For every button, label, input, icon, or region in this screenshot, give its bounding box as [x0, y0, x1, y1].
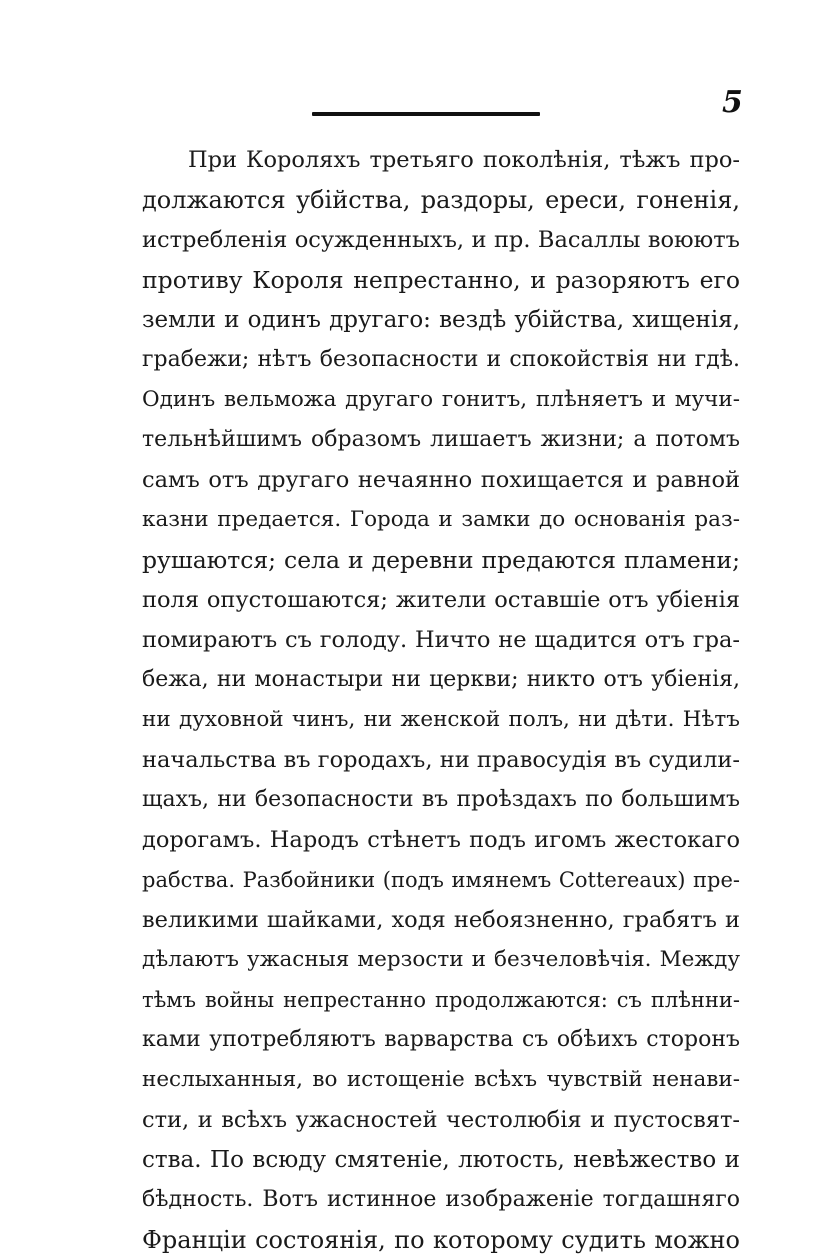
text-line: бежа, ни монастыри ни церкви; никто отъ убіенія, [142, 667, 740, 692]
text-line: самъ отъ другаго нечаянно похищается и равной [142, 467, 740, 493]
text-line: сти, и всѣхъ ужасностей честолюбія и пустосвят- [142, 1107, 740, 1133]
text-line: грабежи; нѣтъ безопасности и спокойствія ни гдѣ. [142, 347, 740, 372]
text-line: При Короляхъ третьяго поколѣнія, тѣжъ про- [188, 147, 740, 173]
text-line: ства. По всюду смятеніе, лютость, невѣжество и [142, 1147, 740, 1173]
text-line: помираютъ съ голоду. Ничто не щадится отъ гра- [142, 627, 740, 653]
text-line: неслыханныя, во истощеніе всѣхъ чувствій ненави- [142, 1067, 740, 1092]
text-line: щахъ, ни безопасности въ проѣздахъ по большимъ [142, 787, 740, 812]
text-line: должаются убійства, раздоры, ереси, гоненія, [142, 186, 740, 214]
text-line: тельнѣйшимъ образомъ лишаетъ жизни; а потомъ [142, 427, 740, 452]
text-line: бѣдность. Вотъ истинное изображеніе тогдашняго [142, 1187, 740, 1212]
text-line: истребленія осужденныхъ, и пр. Васаллы воюютъ [142, 227, 740, 253]
text-line: рушаются; села и деревни предаются пламени; [142, 546, 740, 574]
text-line: тѣмъ войны непрестанно продолжаются: съ плѣнни- [142, 988, 740, 1012]
text-line: дѣлаютъ ужасныя мерзости и безчеловѣчія. Между [142, 947, 740, 972]
body-text [142, 140, 740, 1260]
text-line: Одинъ вельможа другаго гонитъ, плѣняетъ и мучи- [142, 387, 740, 412]
text-line: Франціи состоянія, по которому судить можно [142, 1226, 740, 1254]
text-line: рабства. Разбойники (подъ имянемъ Cottereaux) пре- [142, 868, 740, 892]
text-line: начальства въ городахъ, ни правосудія въ судили- [142, 747, 740, 773]
text-line: ни духовной чинъ, ни женской полъ, ни дѣти. Нѣтъ [142, 707, 740, 732]
text-line: великими шайками, ходя небоязненно, грабятъ и [142, 907, 740, 933]
text-line: ками употребляютъ варварства съ обѣихъ сторонъ [142, 1027, 740, 1052]
text-line: земли и одинъ другаго: вездѣ убійства, хищенія, [142, 307, 740, 333]
text-line: поля опустошаются; жители оставшіе отъ убіенія [142, 587, 740, 613]
text-line: противу Короля непрестанно, и разоряютъ его [142, 266, 740, 294]
page-number: 5 [722, 85, 743, 120]
header-rule [312, 112, 540, 116]
text-line: казни предается. Города и замки до основанія раз- [142, 507, 740, 532]
text-line: дорогамъ. Народъ стѣнетъ подъ игомъ жестокаго [142, 827, 740, 853]
